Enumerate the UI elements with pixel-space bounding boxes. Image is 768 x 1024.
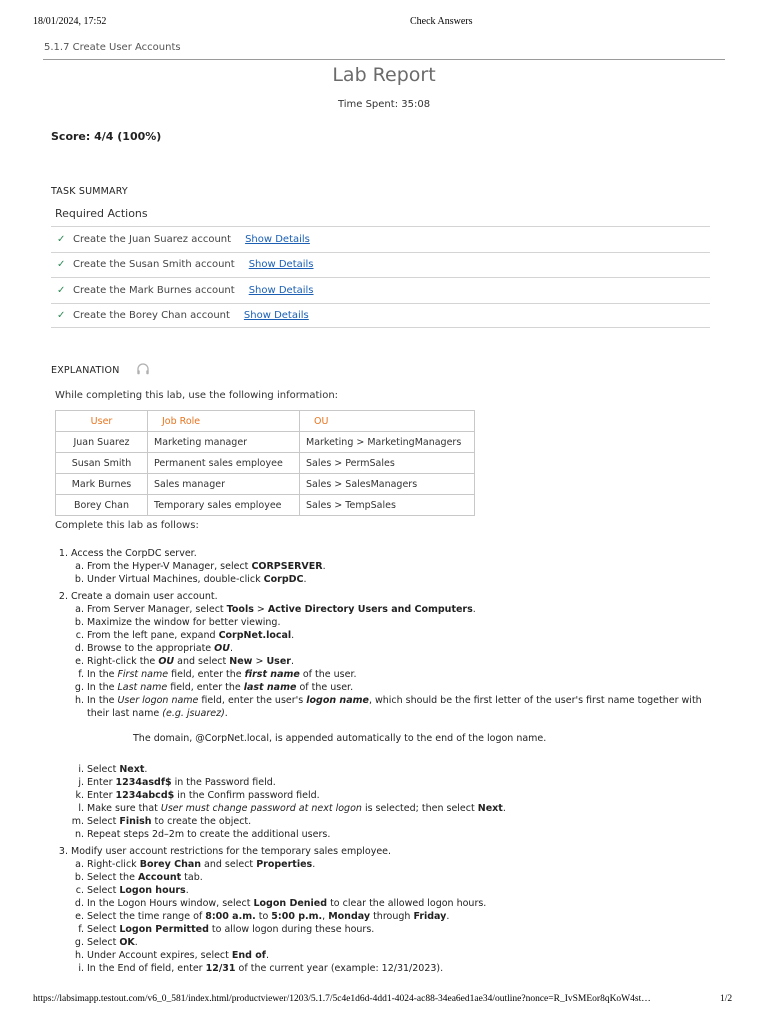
logon-domain-note: The domain, @CorpNet.local, is appended automatically to the end of the logon name. bbox=[133, 733, 547, 744]
step-2d: d. Browse to the appropriate OU. bbox=[87, 642, 715, 655]
action-row bbox=[51, 226, 710, 252]
user-info-table bbox=[55, 410, 475, 516]
cell-user: Borey Chan bbox=[56, 495, 148, 516]
step-2a: a. From Server Manager, select Tools > Active Directory Users and Computers. bbox=[87, 603, 715, 616]
action-row bbox=[51, 277, 710, 303]
cell-job-role: Temporary sales employee bbox=[148, 495, 300, 516]
lab-steps bbox=[55, 547, 715, 979]
check-icon: ✓ bbox=[57, 309, 66, 321]
column-header-job-role: Job Role bbox=[148, 411, 300, 432]
cell-ou: Sales > TempSales bbox=[300, 495, 475, 516]
action-row bbox=[51, 252, 710, 278]
step-2n: n. Repeat steps 2d–2m to create the additional users. bbox=[87, 828, 715, 841]
table-row bbox=[56, 453, 475, 474]
required-actions-heading: Required Actions bbox=[55, 207, 148, 220]
action-text: Create the Mark Burnes account bbox=[73, 284, 235, 296]
headphones-icon[interactable] bbox=[136, 362, 150, 376]
page-title: Lab Report bbox=[332, 64, 436, 86]
step-1a: a. From the Hyper-V Manager, select CORPSERVER. bbox=[87, 560, 715, 573]
step-2m: m. Select Finish to create the object. bbox=[87, 815, 715, 828]
complete-instructions: Complete this lab as follows: bbox=[55, 520, 199, 531]
show-details-link[interactable]: Show Details bbox=[243, 309, 309, 321]
table-row bbox=[56, 495, 475, 516]
print-datetime: 18/01/2024, 17:52 bbox=[33, 16, 107, 27]
show-details-link[interactable]: Show Details bbox=[248, 284, 314, 296]
step-2: 2. Create a domain user account. a. From Server Manager, select Tools > Active Directory Users and Computers. b. Maximize the window for better viewing. c. From the left pane, expand CorpNet.local. d. Browse to the appropriate OU. e. Right-click the OU and select New > User. f. In the First name field, enter the first name of the user. g. In the Last name field, enter the last name of the user. h. In the User logon name field, enter the user's logon name, which should be the first letter of the user's first name together with their last name (e.g. jsuarez). The domain, @CorpNet.local, is appended automatically to the end of the logon name. i. Select Next. j. Enter 1234asdf$ in the Password field. k. Enter 1234abcd$ in the Confirm password field. l. Make sure that User must change password at next logon is selected; then select Next. m. Select Finish to create the object. n. Repeat steps 2d–2m to create the additional users. bbox=[71, 590, 715, 841]
step-3a: a. Right-click Borey Chan and select Properties. bbox=[87, 858, 715, 871]
step-1b: b. Under Virtual Machines, double-click CorpDC. bbox=[87, 573, 715, 586]
step-2l: l. Make sure that User must change password at next logon is selected; then select Next. bbox=[87, 802, 715, 815]
step-3g: g. Select OK. bbox=[87, 936, 715, 949]
print-title: Check Answers bbox=[410, 16, 473, 27]
required-actions-list bbox=[51, 226, 710, 328]
header-divider bbox=[43, 59, 725, 60]
step-3c: c. Select Logon hours. bbox=[87, 884, 715, 897]
print-page-number: 1/2 bbox=[720, 994, 733, 1004]
step-2i: i. Select Next. bbox=[87, 763, 715, 776]
step-3i: i. In the End of field, enter 12/31 of the current year (example: 12/31/2023). bbox=[87, 962, 715, 975]
cell-ou: Marketing > MarketingManagers bbox=[300, 432, 475, 453]
score: Score: 4/4 (100%) bbox=[51, 130, 162, 143]
action-text: Create the Susan Smith account bbox=[73, 259, 235, 271]
step-2j: j. Enter 1234asdf$ in the Password field. bbox=[87, 776, 715, 789]
step-3e: e. Select the time range of 8:00 a.m. to 5:00 p.m., Monday through Friday. bbox=[87, 910, 715, 923]
step-3d: d. In the Logon Hours window, select Logon Denied to clear the allowed logon hours. bbox=[87, 897, 715, 910]
step-3h: h. Under Account expires, select End of. bbox=[87, 949, 715, 962]
check-icon: ✓ bbox=[57, 259, 66, 271]
step-3: 3. Modify user account restrictions for the temporary sales employee. a. Right-click Borey Chan and select Properties. b. Select the Account tab. c. Select Logon hours. d. In the Logon Hours window, select Logon Denied to clear the allowed logon hours. e. Select the time range of 8:00 a.m. to 5:00 p.m., Monday through Friday. f. Select Logon Permitted to allow logon during these hours. g. Select OK. h. Under Account expires, select End of. i. In the End of field, enter 12/31 of the current year (example: 12/31/2023). bbox=[71, 845, 715, 975]
step-1: 1. Access the CorpDC server. a. From the Hyper-V Manager, select CORPSERVER. b. Under Virtual Machines, double-click CorpDC. bbox=[71, 547, 715, 586]
step-2k: k. Enter 1234abcd$ in the Confirm password field. bbox=[87, 789, 715, 802]
step-2f: f. In the First name field, enter the first name of the user. bbox=[87, 668, 715, 681]
breadcrumb: 5.1.7 Create User Accounts bbox=[44, 42, 181, 53]
step-2g: g. In the Last name field, enter the last name of the user. bbox=[87, 681, 715, 694]
step-3b: b. Select the Account tab. bbox=[87, 871, 715, 884]
check-icon: ✓ bbox=[57, 284, 66, 296]
cell-job-role: Permanent sales employee bbox=[148, 453, 300, 474]
print-footer-url: https://labsimapp.testout.com/v6_0_581/index.html/productviewer/1203/5.1.7/5c4e1d6d-4dd1-4024-ac88-34ea6ed1ae34/outline?nonce=R_IvSMEor8qKoW4st… bbox=[33, 994, 651, 1004]
action-text: Create the Borey Chan account bbox=[73, 309, 230, 321]
table-row bbox=[56, 432, 475, 453]
step-3f: f. Select Logon Permitted to allow logon during these hours. bbox=[87, 923, 715, 936]
cell-job-role: Marketing manager bbox=[148, 432, 300, 453]
cell-user: Juan Suarez bbox=[56, 432, 148, 453]
check-icon: ✓ bbox=[57, 233, 66, 245]
show-details-link[interactable]: Show Details bbox=[245, 233, 310, 245]
step-2h: h. In the User logon name field, enter the user's logon name, which should be the first letter of the user's first name together with their last name (e.g. jsuarez). The domain, @CorpNet.local, is appended automatically to the end of the logon name. bbox=[87, 694, 715, 745]
column-header-ou: OU bbox=[300, 411, 475, 432]
table-row bbox=[56, 474, 475, 495]
step-2e: e. Right-click the OU and select New > User. bbox=[87, 655, 715, 668]
task-summary-heading: TASK SUMMARY bbox=[51, 186, 128, 197]
action-text: Create the Juan Suarez account bbox=[73, 233, 232, 245]
explanation-heading: EXPLANATION bbox=[51, 365, 120, 376]
explanation-intro: While completing this lab, use the following information: bbox=[55, 390, 339, 401]
step-2c: c. From the left pane, expand CorpNet.local. bbox=[87, 629, 715, 642]
table-header-row bbox=[56, 411, 475, 432]
cell-job-role: Sales manager bbox=[148, 474, 300, 495]
cell-user: Mark Burnes bbox=[56, 474, 148, 495]
step-2b: b. Maximize the window for better viewing. bbox=[87, 616, 715, 629]
action-row bbox=[51, 303, 710, 329]
time-spent: Time Spent: 35:08 bbox=[337, 99, 431, 110]
column-header-user: User bbox=[56, 411, 148, 432]
show-details-link[interactable]: Show Details bbox=[248, 259, 314, 271]
cell-user: Susan Smith bbox=[56, 453, 148, 474]
cell-ou: Sales > PermSales bbox=[300, 453, 475, 474]
cell-ou: Sales > SalesManagers bbox=[300, 474, 475, 495]
